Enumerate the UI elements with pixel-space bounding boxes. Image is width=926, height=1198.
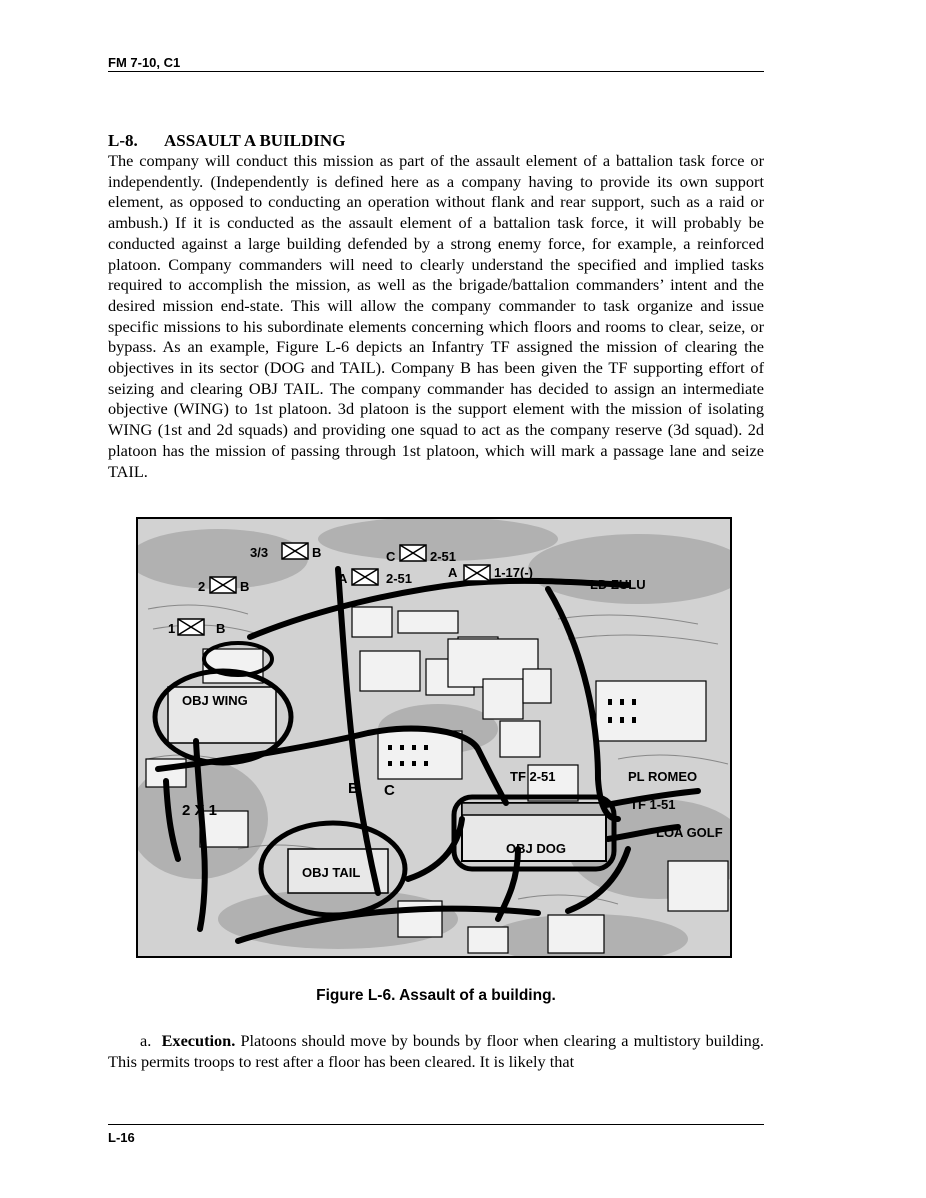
label-pl-romeo: PL ROMEO [628, 769, 698, 784]
label-a: A [338, 571, 348, 586]
label-a2: A [448, 565, 458, 580]
figure-l6-map [136, 517, 732, 958]
label-2x1: 2 X 1 [182, 802, 218, 819]
label-tf-1-51: TF 1-51 [630, 797, 676, 812]
label-tf-2-51: TF 2-51 [510, 769, 556, 784]
label-ld-zulu: LD ZULU [590, 577, 646, 592]
section-title: ASSAULT A BUILDING [164, 131, 346, 150]
obj-dog-roof [462, 803, 606, 815]
label-c: C [386, 549, 396, 564]
header-rule [108, 71, 764, 72]
label-obj-wing: OBJ WING [182, 693, 248, 708]
paragraph-a-heading: Execution. [161, 1031, 236, 1050]
label-c-251: 2-51 [430, 549, 457, 564]
label-2: 2 [198, 579, 206, 594]
paragraph-a-text: Platoons should move by bounds by floor when clearing a multistory building. This permits troops to rest after a floor has been cleared. It is likely that [108, 1031, 765, 1071]
label-obj-dog: OBJ DOG [506, 841, 566, 856]
label-3-3-b: B [312, 545, 322, 560]
section-heading [108, 131, 345, 151]
page-number: L-16 [108, 1130, 135, 1145]
label-2-b: B [240, 579, 250, 594]
running-header: FM 7-10, C1 [108, 55, 181, 70]
label-1-17: 1-17(-) [494, 565, 534, 580]
figure-caption: Figure L-6. Assault of a building. [316, 987, 556, 1004]
label-1: 1 [168, 621, 176, 636]
section-paragraph: The company will conduct this mission as part of the assault element of a battalion task force or independently. (Independently is defined here as a company having to provide its own support element, as opposed to conducting an operation without flank and rear support, such as a raid or ambush.) If it is conducted as the assault element of a battalion task force, it will probably be conducted against a large building defended by a strong enemy force, for example, a reinforced platoon. Company commanders will need to clearly understand the specified and implied tasks required to accomplish the mission, as well as the brigade/battalion commanders’ intent and the desired mission end-state. This will allow the company commander to task organize and issue specific missions to his subordinate elements concerning which floors and rooms to clear, seize, or bypass. As an example, Figure L-6 depicts an Infantry TF assigned the mission of clearing the objectives in its sector (DOG and TAIL). Company B has been given the TF supporting effort of seizing and clearing OBJ TAIL. The company commander has decided to assign an intermediate objective (WING) to 1st platoon. 3d platoon is the support element with the mission of isolating WING (1st and 2d squads) and providing one squad to act as the company reserve (3d squad). 2d platoon has the mission of passing through 1st platoon, which will mark a passage lane and seize TAIL. [108, 151, 764, 481]
footer-rule [108, 1124, 764, 1125]
label-c-unit: C [384, 782, 395, 799]
paragraph-a-label: a. [140, 1031, 152, 1050]
section-number: L-8. [108, 131, 138, 150]
paragraph-a [108, 1031, 764, 1072]
label-1-b: B [216, 621, 226, 636]
assault-map-illustration [138, 519, 730, 956]
label-obj-tail: OBJ TAIL [302, 865, 361, 880]
label-3-3: 3/3 [250, 545, 269, 560]
label-a-251: 2-51 [386, 571, 413, 586]
label-b: B [348, 780, 359, 797]
label-loa-golf: LOA GOLF [656, 825, 723, 840]
